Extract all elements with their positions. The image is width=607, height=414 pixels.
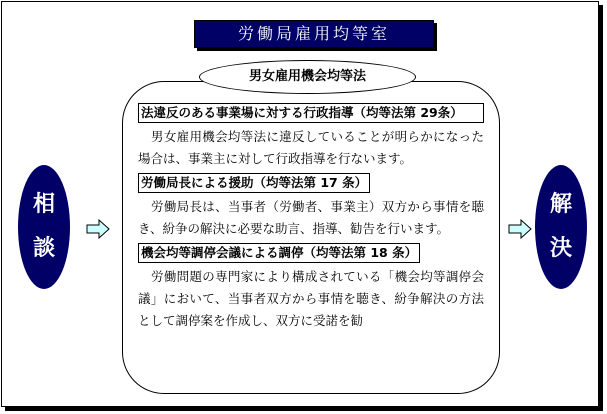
section-body-mediation: 労働問題の専門家により構成されている「機会均等調停会議」において、当事者双方から事情を聴き、紛争解決の方法として調停案を作成し、双方に受諾を勧 xyxy=(138,269,484,328)
section-body-guidance: 男女雇用機会均等法に違反していることが明らかになった場合は、事業主に対して行政指導を行ないます。 xyxy=(138,129,484,166)
office-title: 労働局雇用均等室 xyxy=(194,20,434,48)
section-heading-guidance: 法違反のある事業場に対する行政指導（均等法第 29条） xyxy=(138,103,484,123)
consultation-ellipse xyxy=(18,165,70,289)
consultation-char-1: 相 xyxy=(32,192,55,217)
arrow-shape xyxy=(509,220,531,238)
consultation-char-2: 談 xyxy=(32,236,55,261)
section-heading-assistance: 労働局長による援助（均等法第 17 条） xyxy=(138,173,370,193)
resolution-char-1: 解 xyxy=(549,192,572,217)
arrow-right-icon xyxy=(86,219,110,239)
section-heading-mediation: 機会均等調停会議による調停（均等法第 18 条） xyxy=(138,243,420,263)
resolution-char-2: 決 xyxy=(549,236,572,261)
resolution-ellipse xyxy=(535,165,587,289)
arrow-right-icon xyxy=(508,219,532,239)
law-name-oval: 男女雇用機会均等法 xyxy=(199,60,416,94)
arrow-shape xyxy=(87,220,109,238)
section-body-assistance: 労働局長は、当事者（労働者、事業主）双方から事情を聴き、紛争の解決に必要な助言、指導、勧告を行います。 xyxy=(138,199,484,236)
content-text xyxy=(138,102,484,334)
